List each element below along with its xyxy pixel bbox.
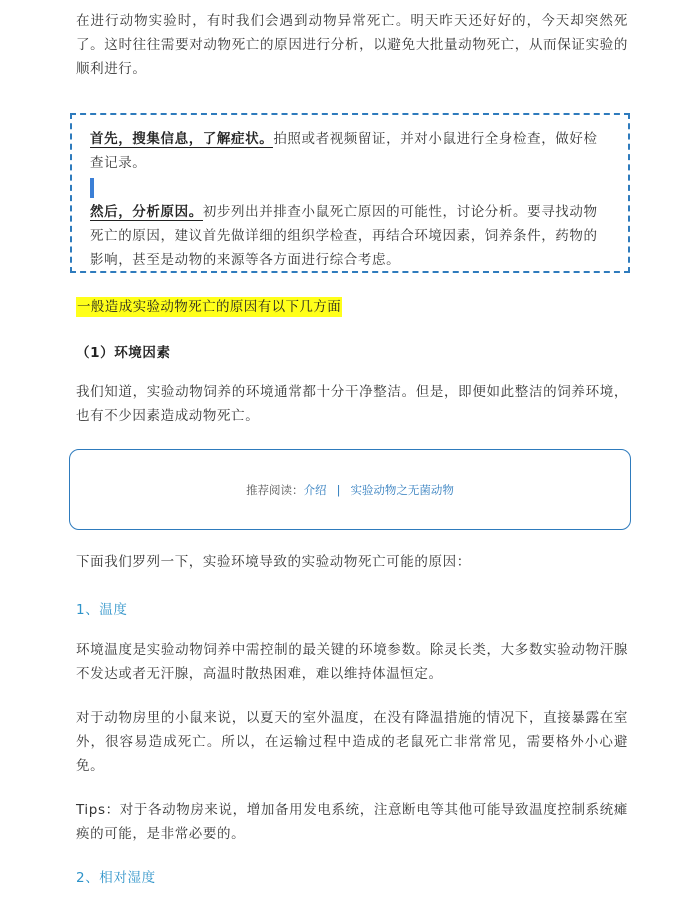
recommended-label: 推荐阅读： [246,482,304,497]
temperature-paragraph-1: 环境温度是实验动物饲养中需控制的最关键的环境参数。除灵长类，大多数实验动物汗腺不发达或者无汗腺，高温时散热困难，难以维持体温恒定。 [76,642,628,682]
intro-paragraph: 在进行动物实验时，有时我们会遇到动物异常死亡。明天昨天还好好的，今天却突然死了。这时往往需要对动物死亡的原因进行分析，以避免大批量动物死亡，从而保证实验的顺利进行。 [76,13,628,77]
recommended-link-sterile-animals[interactable]: 实验动物之无菌动物 [350,482,454,497]
notice-first-text: 拍照或者视频留证，并对小鼠进行全身检查，做好检查记录。 [90,131,598,171]
recommended-separator: | [336,482,341,497]
recommended-reading-box [69,449,631,530]
environment-intro: 我们知道，实验动物饲养的环境通常都十分干净整洁。但是，即便如此整洁的饲养环境，也有不少因素造成动物死亡。 [76,384,628,424]
subheading-humidity: 2、相对湿度 [76,870,156,886]
notice-second-text: 初步列出并排查小鼠死亡原因的可能性，讨论分析。要寻找动物死亡的原因，建议首先做详细的组织学检查，再结合环境因素，饲养条件，药物的影响，甚至是动物的来源等各方面进行综合考虑。 [90,204,598,268]
section-title-environment: （1）环境因素 [76,345,171,361]
notice-box [70,113,630,273]
notice-second [90,200,610,272]
list-intro: 下面我们罗列一下，实验环境导致的实验动物死亡可能的原因： [76,554,471,570]
recommended-link-intro[interactable]: 介绍 [303,482,327,497]
notice-first [90,127,610,175]
subheading-temperature: 1、温度 [76,602,128,618]
tips-paragraph: Tips：对于各动物房来说，增加备用发电系统，注意断电等其他可能导致温度控制系统瘫痪的可能，是非常必要的。 [76,802,628,842]
highlighted-heading: 一般造成实验动物死亡的原因有以下几方面 [77,299,342,315]
notice-first-bold: 首先，搜集信息，了解症状。 [90,131,274,147]
temperature-paragraph-2: 对于动物房里的小鼠来说，以夏天的室外温度，在没有降温措施的情况下，直接暴露在室外，很容易造成死亡。所以，在运输过程中造成的老鼠死亡非常常见，需要格外小心避免。 [76,710,628,774]
notice-second-bold: 然后，分析原因。 [90,204,203,220]
blue-bar-marker [90,178,94,198]
